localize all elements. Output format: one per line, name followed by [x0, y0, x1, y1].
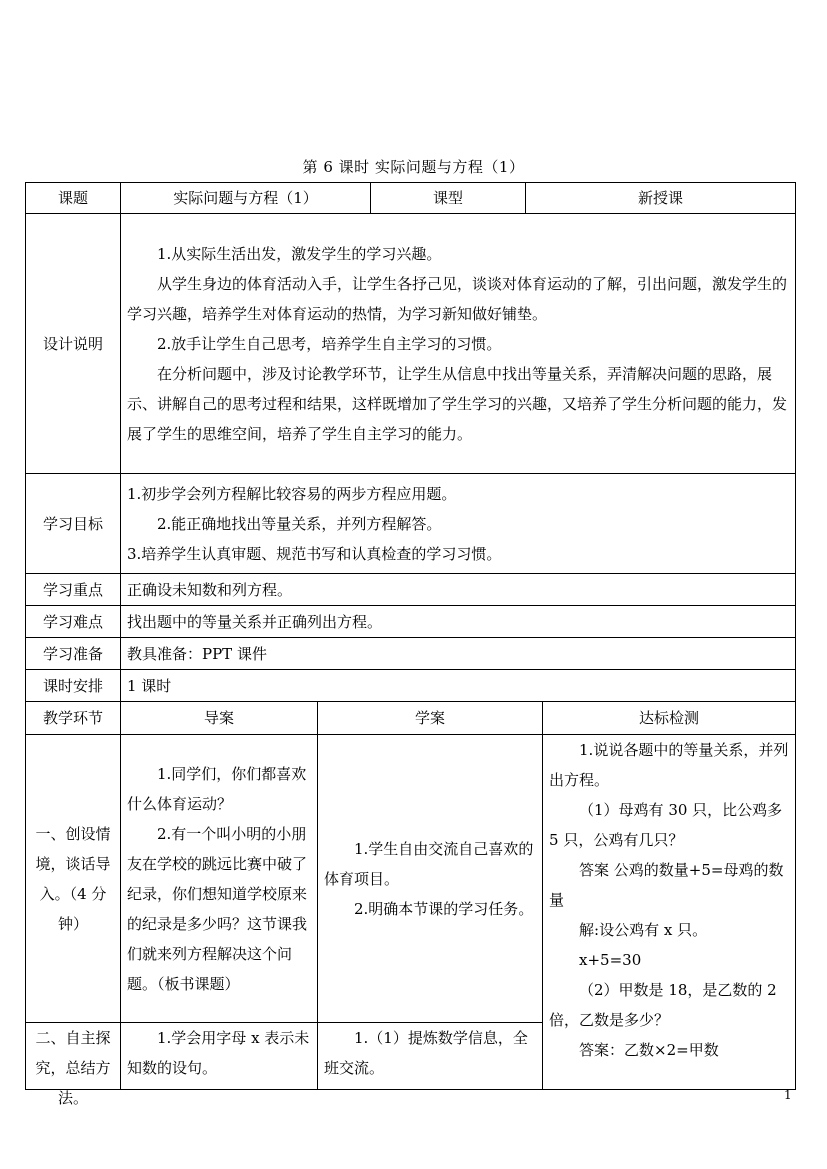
- goal-3: 3.培养学生认真审题、规范书写和认真检查的学习习惯。: [127, 544, 502, 563]
- check-item-3: （2）甲数是 18，是乙数的 2 倍，乙数是多少？: [549, 981, 777, 1029]
- design-detail-2: 在分析问题中，涉及讨论教学环节，让学生从信息中找出等量关系，弄清解决问题的思路，展示、讲解自己的思考过程和结果，这样既增加了学生学习的兴趣，又培养了学生分析问题的能力，发展了学生的思维空间，培养了学生自主学习的能力。: [127, 364, 788, 443]
- prep-row: [26, 638, 796, 670]
- schedule-row: [26, 670, 796, 702]
- schedule-label: 课时安排: [26, 670, 121, 702]
- difficulty-value: 找出题中的等量关系并正确列出方程。: [121, 606, 796, 638]
- stage1-guide-2: 2.有一个叫小明的小朋友在学校的跳远比赛中破了纪录，你们想知道学校原来的纪录是多少吗？这节课我们就来列方程解决这个问题。（板书课题）: [127, 824, 308, 993]
- stage2-name-cell: [26, 1023, 121, 1107]
- check-solution-1: 解:设公鸡有 x 只。: [579, 921, 708, 939]
- goal-2: 2.能正确地找出等量关系，并列方程解答。: [157, 514, 442, 533]
- difficulty-row: [26, 606, 796, 638]
- type-value: 新授课: [526, 183, 796, 214]
- goal-1: 1.初步学会列方程解比较容易的两步方程应用题。: [127, 484, 457, 503]
- column-check: 达标检测: [543, 702, 796, 735]
- stage1-guide-1: 1.同学们，你们都喜欢什么体育运动？: [127, 764, 307, 813]
- check-answer-1: 答案 公鸡的数量+5=母鸡的数量: [549, 861, 784, 909]
- prep-label: 学习准备: [26, 638, 121, 670]
- design-row: [26, 214, 796, 474]
- type-label: 课型: [371, 183, 526, 214]
- check-item-2: （1）母鸡有 30 只，比公鸡多 5 只，公鸡有几只？: [549, 801, 783, 849]
- page-number: 1: [784, 1088, 792, 1102]
- difficulty-label: 学习难点: [26, 606, 121, 638]
- goals-label: 学习目标: [26, 474, 121, 574]
- column-study: 学案: [318, 702, 543, 735]
- column-stage: 教学环节: [26, 702, 121, 735]
- stage2-study: 1.（1）提炼数学信息，全班交流。: [324, 1029, 528, 1077]
- check-item-1: 1.说说各题中的等量关系，并列出方程。: [549, 741, 789, 789]
- design-content: [121, 214, 796, 474]
- stage2-guide: 1.学会用字母 x 表示未知数的设句。: [127, 1029, 310, 1077]
- stage2-name: 二、自主探究，总结方法。: [35, 1029, 111, 1107]
- column-guide: 导案: [121, 702, 318, 735]
- focus-label: 学习重点: [26, 574, 121, 606]
- stage1-study: [318, 735, 543, 1023]
- check-equation-1: x+5=30: [579, 951, 642, 969]
- design-point-2: 2.放手让学生自己思考，培养学生自主学习的习惯。: [157, 334, 502, 353]
- columns-row: [26, 702, 796, 735]
- design-point-1: 1.从实际生活出发，激发学生的学习兴趣。: [157, 244, 442, 263]
- topic-value: 实际问题与方程（1）: [121, 183, 371, 214]
- header-row: [26, 183, 796, 214]
- check-answer-2: 答案：乙数×2=甲数: [579, 1041, 719, 1059]
- stage1-study-2: 2.明确本节课的学习任务。: [354, 899, 534, 918]
- stage1-guide: [121, 735, 318, 1023]
- page-title: 第 6 课时 实际问题与方程（1）: [302, 158, 525, 176]
- goals-content: [121, 474, 796, 574]
- goals-row: [26, 474, 796, 574]
- focus-value: 正确设未知数和列方程。: [121, 574, 796, 606]
- stage2-study-cell: [318, 1023, 543, 1090]
- lesson-plan-table: [25, 182, 796, 1107]
- prep-value: 教具准备：PPT 课件: [121, 638, 796, 670]
- stage1-study-1: 1.学生自由交流自己喜欢的体育项目。: [324, 839, 534, 888]
- design-detail-1: 从学生身边的体育活动入手，让学生各抒己见，谈谈对体育运动的了解，引出问题，激发学生的学习兴趣，培养学生对体育运动的热情，为学习新知做好铺垫。: [127, 274, 788, 323]
- design-label: 设计说明: [26, 214, 121, 474]
- schedule-value: 1 课时: [121, 670, 796, 702]
- topic-label: 课题: [26, 183, 121, 214]
- check-content: [543, 735, 796, 1090]
- stage1-row: [26, 735, 796, 1023]
- stage1-name: 一、创设情境，谈话导入。（4 分钟）: [26, 735, 121, 1023]
- focus-row: [26, 574, 796, 606]
- stage2-guide-cell: [121, 1023, 318, 1090]
